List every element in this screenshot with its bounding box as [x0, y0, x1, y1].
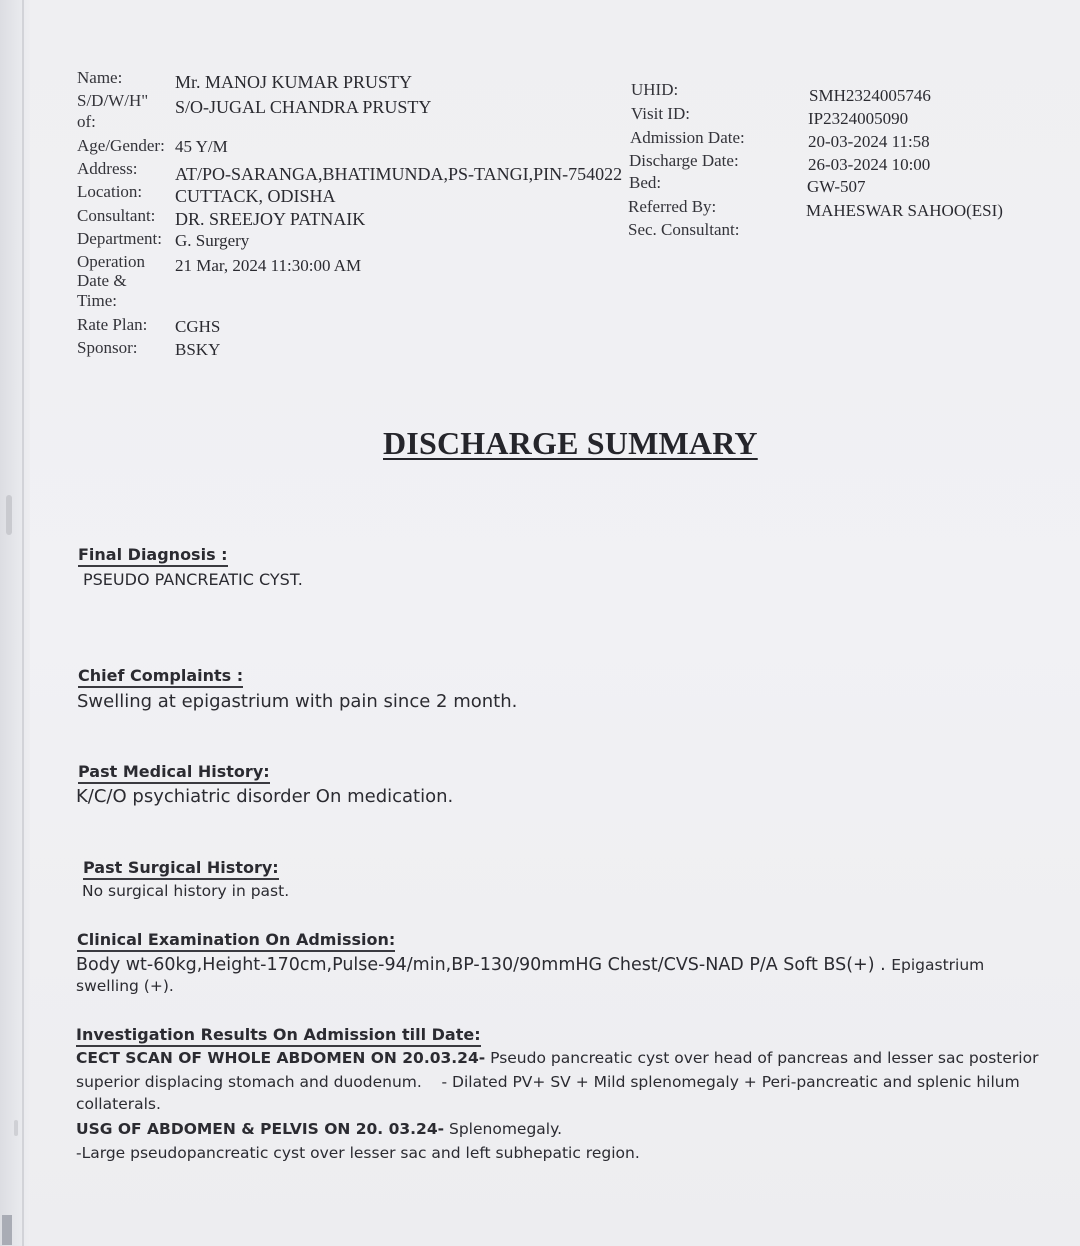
patient-department: G. Surgery [175, 231, 250, 250]
cect-scan-finding: Pseudo pancreatic cyst over head of pancreas and lesser sac posterior [490, 1049, 1039, 1067]
patient-consultant: DR. SREEJOY PATNAIK [175, 209, 366, 229]
address-label: Address: [77, 159, 138, 178]
operation-label-cont: Time: [77, 291, 118, 310]
rate-plan: CGHS [175, 317, 221, 336]
location-label: Location: [77, 182, 143, 201]
cect-scan-result-cont: collaterals. [76, 1095, 161, 1113]
patient-address: AT/PO-SARANGA,BHATIMUNDA,PS-TANGI,PIN-754022 [175, 164, 623, 184]
edge-mark [6, 495, 12, 535]
bed-value: GW-507 [807, 177, 866, 196]
visit-id-value: IP2324005090 [808, 109, 909, 128]
operation-label-cont: Date & [77, 271, 127, 290]
bed-label: Bed: [629, 173, 662, 192]
clinical-exam-text [76, 955, 984, 975]
chief-complaints-text: Swelling at epigastrium with pain since 2 month. [77, 691, 518, 712]
rate-plan-label: Rate Plan: [77, 315, 148, 334]
visit-id-label: Visit ID: [631, 104, 690, 123]
page-left-edge [0, 0, 30, 1246]
usg-finding: Splenomegaly. [449, 1120, 562, 1138]
document-title: DISCHARGE SUMMARY [383, 425, 758, 461]
admission-date-label: Admission Date: [630, 128, 745, 147]
past-medical-history-heading: Past Medical History: [78, 762, 270, 784]
relation-label: S/D/W/H" [77, 91, 149, 110]
past-surgical-history-text: No surgical history in past. [82, 882, 290, 900]
department-label: Department: [77, 229, 162, 248]
admission-date-value: 20-03-2024 11:58 [808, 132, 930, 151]
usg-result [76, 1120, 562, 1138]
clinical-exam-vitals-cont: Epigastrium [891, 956, 985, 974]
age-gender-label: Age/Gender: [77, 136, 165, 155]
clinical-exam-vitals: Body wt-60kg,Height-170cm,Pulse-94/min,BP-130/90mmHG Chest/CVS-NAD P/A Soft BS(+) . [76, 955, 886, 975]
consultant-label: Consultant: [77, 206, 156, 225]
clinical-exam-text-cont: swelling (+). [76, 977, 174, 995]
edge-mark [2, 1215, 12, 1245]
discharge-date-label: Discharge Date: [629, 151, 739, 170]
patient-relation: S/O-JUGAL CHANDRA PRUSTY [175, 97, 432, 117]
final-diagnosis-heading: Final Diagnosis : [78, 545, 228, 567]
past-surgical-history-heading: Past Surgical History: [83, 858, 279, 880]
investigations-heading: Investigation Results On Admission till Date: [76, 1025, 481, 1047]
final-diagnosis-text: PSEUDO PANCREATIC CYST. [83, 570, 303, 589]
referred-by-label: Referred By: [628, 197, 717, 216]
operation-label: Operation [77, 252, 145, 271]
sec-consultant-label: Sec. Consultant: [628, 220, 740, 239]
operation-datetime: 21 Mar, 2024 11:30:00 AM [175, 256, 362, 275]
clinical-exam-heading: Clinical Examination On Admission: [77, 930, 395, 952]
past-medical-history-text: K/C/O psychiatric disorder On medication. [76, 786, 454, 807]
cect-scan-label: CECT SCAN OF WHOLE ABDOMEN ON 20.03.24- [76, 1049, 486, 1067]
sponsor-label: Sponsor: [77, 338, 138, 357]
uhid-value: SMH2324005746 [809, 86, 931, 105]
patient-age-gender: 45 Y/M [175, 137, 228, 156]
patient-name: Mr. MANOJ KUMAR PRUSTY [175, 72, 413, 92]
edge-mark [14, 1120, 18, 1136]
cect-scan-result [76, 1049, 1038, 1067]
name-label: Name: [77, 68, 123, 87]
relation-label-cont: of: [77, 112, 96, 131]
referred-by-value: MAHESWAR SAHOO(ESI) [806, 201, 1003, 220]
usg-result-cont: -Large pseudopancreatic cyst over lesser sac and left subhepatic region. [76, 1144, 640, 1162]
chief-complaints-heading: Chief Complaints : [78, 666, 243, 688]
patient-location: CUTTACK, ODISHA [175, 186, 336, 206]
sponsor: BSKY [175, 340, 221, 359]
usg-label: USG OF ABDOMEN & PELVIS ON 20. 03.24- [76, 1120, 445, 1138]
uhid-label: UHID: [631, 80, 679, 99]
discharge-date-value: 26-03-2024 10:00 [808, 155, 931, 174]
cect-scan-result-cont: superior displacing stomach and duodenum. - Dilated PV+ SV + Mild splenomegaly + Peri-pancreatic and splenic hilum [76, 1073, 1020, 1091]
